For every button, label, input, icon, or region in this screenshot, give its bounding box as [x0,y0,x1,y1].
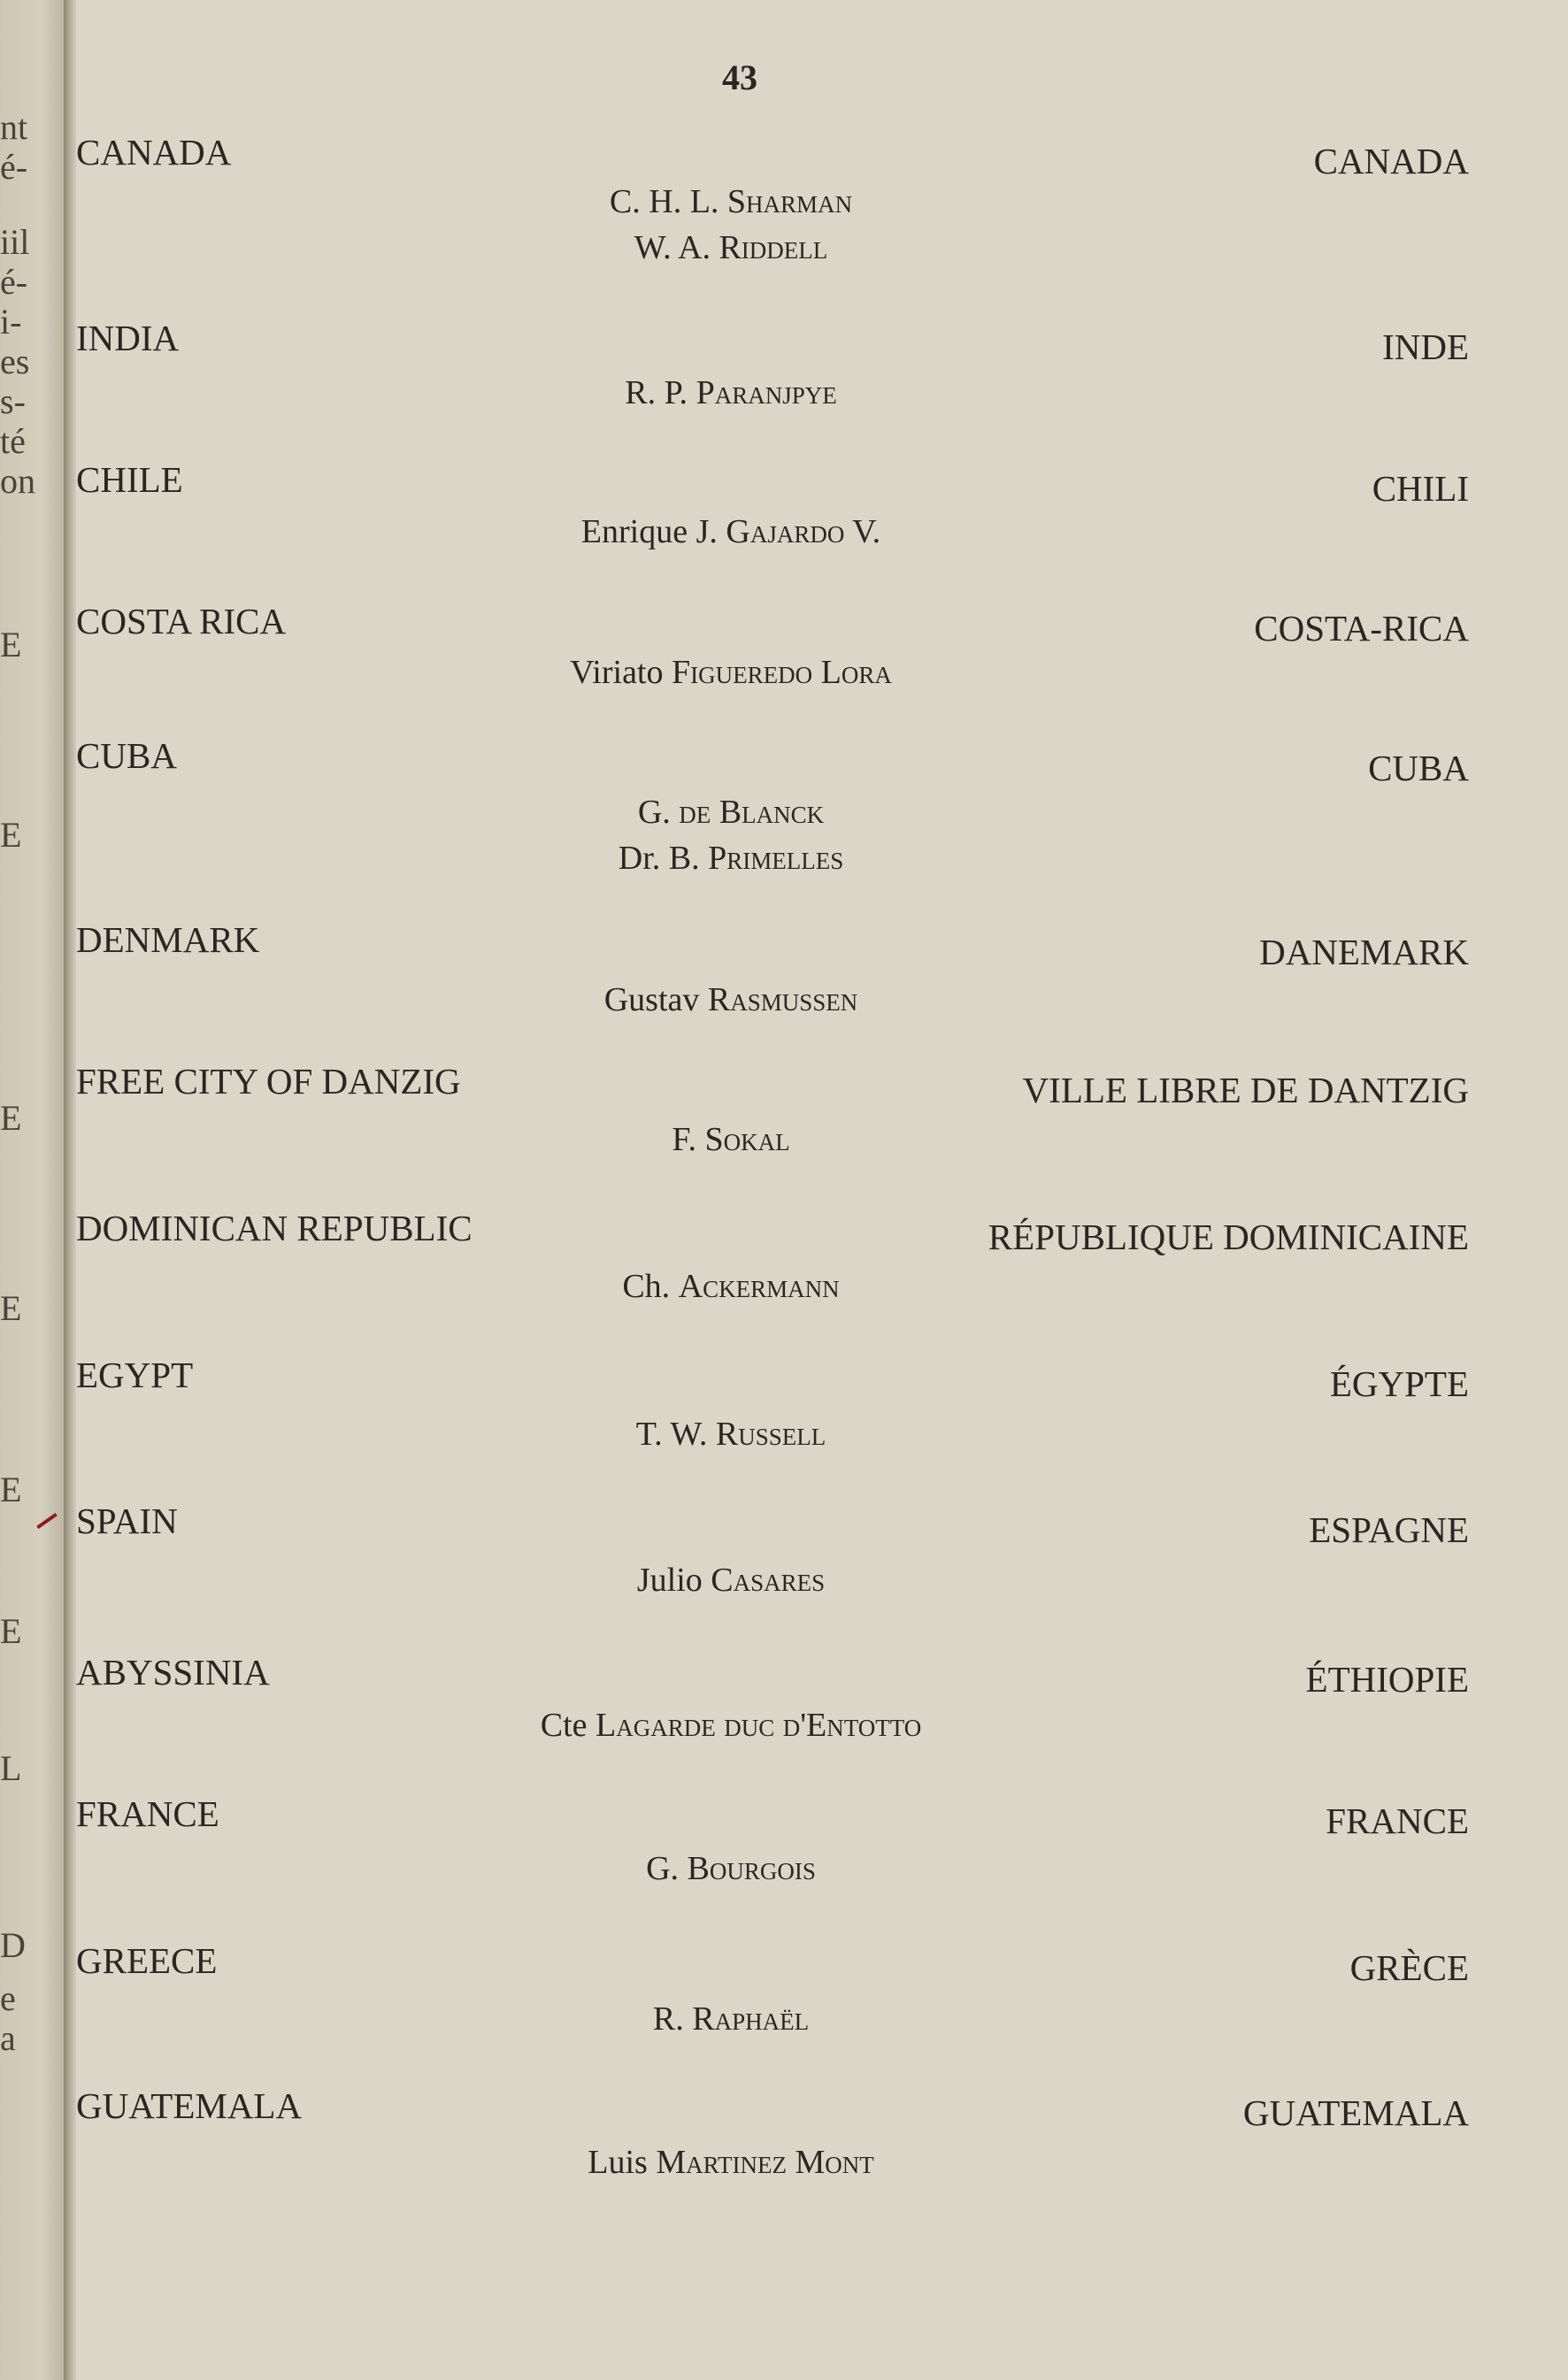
signatory-given-name: G. [646,1850,688,1887]
signatory-name [76,2139,1386,2185]
facing-page-margin [0,0,69,2380]
signatory-name [76,225,1386,271]
facing-page-fragment: on [0,461,35,501]
signatory-given-name: R. P. [625,374,696,411]
country-name-french: CANADA [1313,141,1469,181]
signatory-name [76,835,1386,881]
signatory-names [76,1996,1386,2042]
signatory-surname: Primelles [708,840,844,877]
signatory-names [76,1411,1386,1457]
country-name-english: GREECE [76,1940,218,1981]
signatory-names [76,789,1386,881]
country-name-french: GRÈCE [1349,1947,1469,1988]
facing-page-fragment: a [0,2018,16,2058]
facing-page-fragment: E [0,1611,22,1651]
signatory-name [76,370,1386,416]
signatory-names [76,370,1386,416]
country-name-english: CHILE [76,459,183,500]
signatory-given-name: T. W. [635,1416,716,1453]
signatory-surname: Bourgois [687,1850,816,1887]
signatory-name [76,509,1386,555]
signatory-name [76,1996,1386,2042]
facing-page-fragment: E [0,1098,22,1138]
signatory-surname: Paranjpye [696,374,837,411]
facing-page-fragment: E [0,815,22,855]
signatory-given-name: Enrique J. [580,513,726,550]
country-name-french: CUBA [1368,748,1469,788]
country-name-english: GUATEMALA [76,2085,303,2126]
signatory-names [76,1263,1386,1309]
facing-page-fragment: nt [0,107,28,147]
facing-page-fragment: E [0,625,22,664]
signatory-given-name: Luis [588,2144,657,2181]
signatory-given-name: F. [672,1121,705,1158]
signatory-surname: Ackermann [678,1268,840,1305]
signatory-names [76,649,1386,695]
signatory-surname: Gajardo V. [726,513,881,550]
signatory-names [76,1117,1386,1163]
country-name-english: FREE CITY OF DANZIG [76,1061,461,1102]
signatory-name [76,1411,1386,1457]
signatory-given-name: R. [652,2000,693,2038]
facing-page-fragment: é- [0,147,28,187]
signatory-given-name: Dr. B. [618,840,709,877]
signatory-surname: Martinez Mont [656,2144,874,2181]
country-name-english: FRANCE [76,1793,219,1834]
signatory-given-name: C. H. L. [609,183,727,220]
signatory-surname: Raphaël [692,2000,810,2038]
country-name-english: CANADA [76,132,232,173]
signatory-surname: Russell [715,1416,826,1453]
country-name-english: INDIA [76,318,180,358]
signatory-surname: Casares [711,1562,826,1599]
country-name-french: GUATEMALA [1242,2092,1469,2133]
facing-page-fragment: é- [0,262,28,302]
country-name-english: SPAIN [76,1501,178,1541]
facing-page-fragment: té [0,421,26,461]
country-name-french: ÉTHIOPIE [1305,1659,1469,1700]
country-name-french: CHILI [1372,468,1469,509]
country-name-french: VILLE LIBRE DE DANTZIG [1022,1070,1469,1110]
signatory-names [76,1846,1386,1892]
country-name-english: DENMARK [76,919,260,960]
country-name-english: EGYPT [76,1355,194,1395]
country-name-french: ÉGYPTE [1329,1363,1469,1404]
signatory-name [76,1702,1386,1748]
signatory-given-name: Ch. [622,1268,679,1305]
signatory-names [76,977,1386,1023]
signatory-name [76,1117,1386,1163]
country-name-french: DANEMARK [1259,932,1469,972]
country-name-english: DOMINICAN REPUBLIC [76,1208,473,1248]
signatory-names [76,1702,1386,1748]
signatory-surname: Riddell [719,229,828,266]
signatory-name [76,1557,1386,1603]
signatory-surname: Figueredo Lora [672,654,892,691]
country-name-french: ESPAGNE [1309,1509,1469,1550]
signatory-names [76,509,1386,555]
country-name-english: CUBA [76,735,177,776]
page-number: 43 [722,58,757,97]
signatory-surname: Sokal [704,1121,790,1158]
signatory-name [76,1846,1386,1892]
signatory-given-name: G. [637,794,680,831]
signatory-name [76,1263,1386,1309]
country-name-english: ABYSSINIA [76,1652,270,1693]
signatory-surname: de Blanck [679,794,825,831]
signatory-name [76,977,1386,1023]
country-name-french: COSTA-RICA [1254,608,1469,649]
signatory-surname: Sharman [726,183,853,220]
signatory-names [76,1557,1386,1603]
facing-page-fragment: es [0,342,30,381]
signatory-given-name: W. A. [634,229,719,266]
signatory-given-name: Cte [540,1707,596,1744]
facing-page-fragment: iil [0,222,30,262]
country-name-french: FRANCE [1326,1800,1469,1841]
signatory-name [76,789,1386,835]
facing-page-fragment: s- [0,381,26,421]
signatory-surname: Rasmussen [707,981,858,1018]
signatory-name [76,179,1386,225]
facing-page-fragment: E [0,1470,22,1509]
signatory-name [76,649,1386,695]
facing-page-fragment: e [0,1978,16,2018]
country-name-english: COSTA RICA [76,601,287,641]
signatory-names [76,2139,1386,2185]
facing-page-fragment: D [0,1925,26,1965]
facing-page-fragment: L [0,1748,22,1788]
signatory-given-name: Viriato [570,654,672,691]
country-name-french: INDE [1382,326,1469,367]
document-page [76,0,1568,2380]
book-gutter [64,0,76,2380]
country-name-french: RÉPUBLIQUE DOMINICAINE [988,1217,1469,1257]
signatory-given-name: Gustav [603,981,708,1018]
signatory-names [76,179,1386,271]
facing-page-fragment: i- [0,302,22,342]
signatory-given-name: Julio [636,1562,711,1599]
facing-page-fragment: E [0,1288,22,1328]
signatory-surname: Lagarde duc d'Entotto [596,1707,922,1744]
